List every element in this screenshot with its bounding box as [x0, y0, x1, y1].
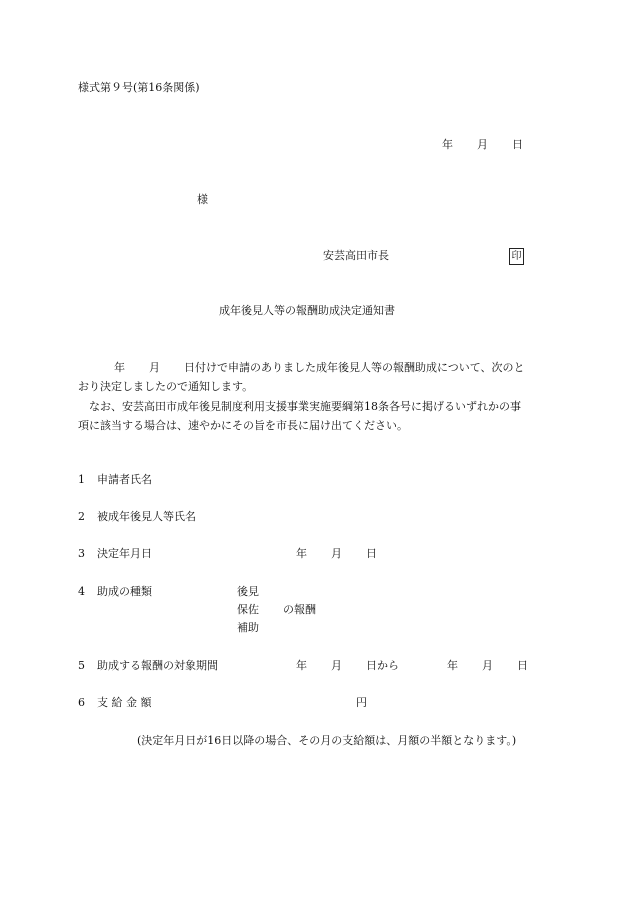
body-line-4: 項に該当する場合は、速やかにその旨を市長に届け出てください。 — [78, 419, 408, 432]
item-label: 助成する報酬の対象期間 — [97, 659, 218, 672]
period-start-day: 日から — [366, 659, 399, 672]
item-label: 決定年月日 — [97, 547, 152, 560]
date-day: 日 — [512, 138, 523, 151]
amount-unit: 円 — [356, 696, 367, 709]
type-option-guardian: 後見 — [237, 585, 259, 598]
type-option-assistant: 補助 — [237, 621, 259, 634]
type-option-curator: 保佐 — [237, 603, 259, 616]
item-number: 6 — [78, 696, 85, 709]
body-month: 月 — [149, 361, 160, 374]
addressee-suffix: 様 — [197, 193, 208, 206]
seal-stamp: 印 — [509, 248, 524, 265]
body-line-2: おり決定しましたので通知します。 — [78, 380, 254, 393]
document-title: 成年後見人等の報酬助成決定通知書 — [219, 304, 395, 317]
item-label: 支 給 金 額 — [97, 696, 152, 709]
decision-day: 日 — [366, 547, 377, 560]
type-suffix: の報酬 — [283, 603, 316, 616]
period-start-year: 年 — [296, 659, 307, 672]
item-label: 被成年後見人等氏名 — [97, 510, 196, 523]
period-end-day: 日 — [517, 659, 528, 672]
body-year: 年 — [114, 361, 125, 374]
decision-year: 年 — [296, 547, 307, 560]
item-number: 4 — [78, 585, 85, 598]
date-month: 月 — [477, 138, 488, 151]
sender-name: 安芸高田市長 — [323, 249, 389, 262]
form-label: 様式第９号(第16条関係) — [78, 81, 200, 94]
item-label: 助成の種類 — [97, 585, 152, 598]
footnote: (決定年月日が16日以降の場合、その月の支給額は、月額の半額となります。) — [137, 734, 517, 747]
body-line-1: 日付けで申請のありました成年後見人等の報酬助成について、次のと — [184, 361, 525, 374]
item-number: 5 — [78, 659, 85, 672]
date-year: 年 — [442, 138, 453, 151]
item-number: 2 — [78, 510, 85, 523]
item-label: 申請者氏名 — [97, 473, 152, 486]
body-line-3: なお、安芸高田市成年後見制度利用支援事業実施要綱第18条各号に掲げるいずれかの事 — [89, 400, 521, 413]
decision-month: 月 — [331, 547, 342, 560]
period-start-month: 月 — [331, 659, 342, 672]
item-number: 3 — [78, 547, 85, 560]
period-end-month: 月 — [482, 659, 493, 672]
item-number: 1 — [78, 473, 85, 486]
period-end-year: 年 — [447, 659, 458, 672]
